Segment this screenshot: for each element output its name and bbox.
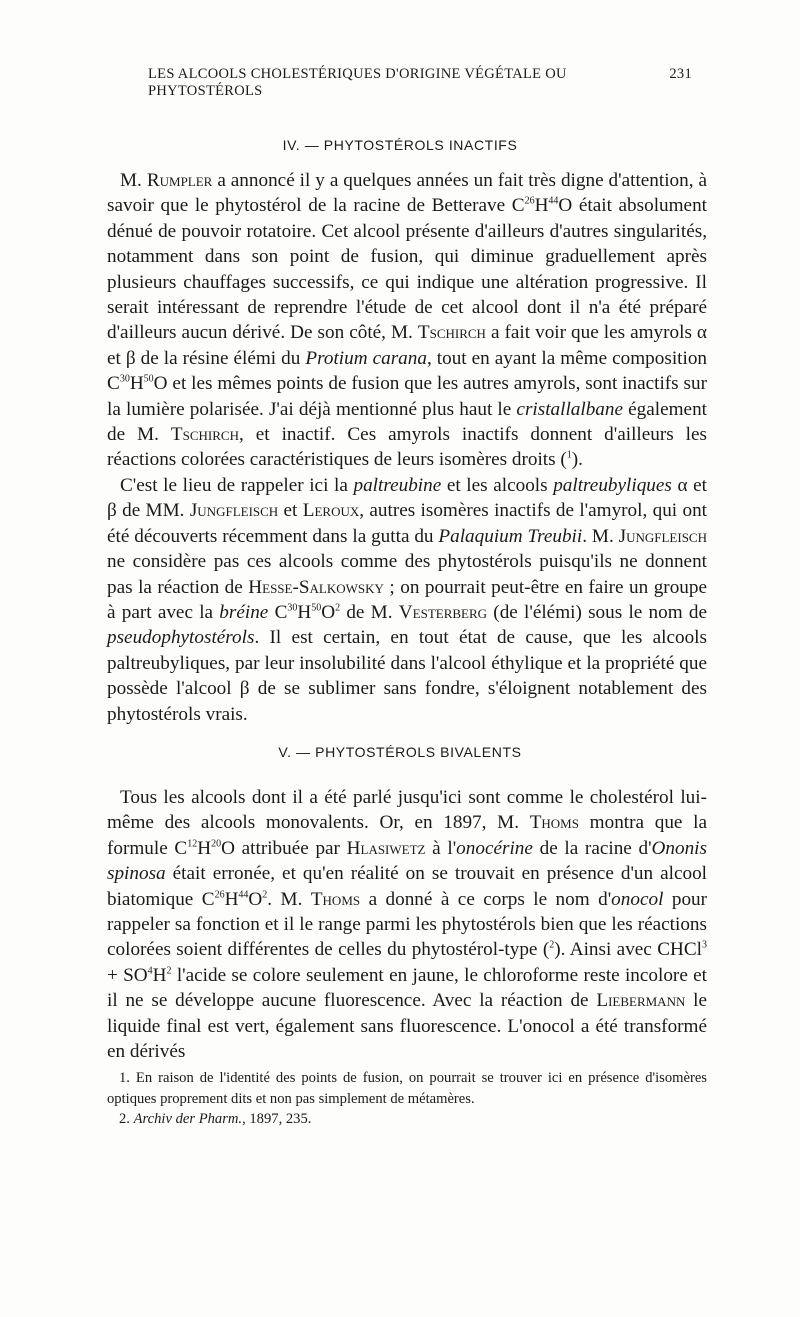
paragraph: Tous les alcools dont il a été parlé jusqu'ici sont comme le cholestérol lui-même des alcools monovalents. Or, en 1897, M. Thoms montra que la formule $C^{12}H^{20}O$ attribuée par Hlasiwetz à l'onocérine de la racine d'Ononis spinosa était erronée, et qu'en réalité on se trouvait en présence d'un alcool biatomique $C^{26}H^{44}O^2$. M. Thoms a donné à ce corps le nom d'onocol pour rappeler sa fonction et il le range parmi les phytostérols bien que les réactions colorées soient différentes de celles du phytostérol-type ($^2$). Ainsi avec CHCl$^3$ + $SO^4H^2$ l'acide se colore seulement en jaune, le chloroforme reste incolore et il ne se développe aucune fluorescence. Avec la réaction de Liebermann le liquide final est vert, également sans fluorescence. L'onocol a été transformé en dérivés bbox=[107, 787, 708, 1063]
footnotes bbox=[107, 1068, 707, 1130]
running-title: LES ALCOOLS CHOLESTÉRIQUES D'ORIGINE VÉGÉTALE OU PHYTOSTÉROLS bbox=[148, 66, 567, 99]
section-v-body bbox=[107, 785, 707, 1064]
section-title-v: V. — PHYTOSTÉROLS BIVALENTS bbox=[278, 744, 522, 760]
page-number: 231 bbox=[669, 66, 692, 82]
paragraph: C'est le lieu de rappeler ici la paltreubine et les alcools paltreubyliques α et β de MM. Jungfleisch et Leroux, autres isomères inactifs de l'amyrol, qui ont été découverts récemment dans la gutta du Palaquium Treubii. M. Jungfleisch ne considère pas ces alcools comme des phytostérols puisqu'ils ne donnent pas la réaction de Hesse-Salkowsky ; on pourrait peut-être en faire un groupe à part avec la bréine $C^{30}H^{50}O^2$ de M. Vesterberg (de l'élémi) sous le nom de pseudophytostérols. Il est certain, en tout état de cause, que les alcools paltreubyliques, par leur insolubilité dans l'alcool éthylique et la propriété que possède l'alcool β de se sublimer sans fondre, s'éloignent notablement des phytostérols vrais. bbox=[107, 474, 708, 725]
running-head bbox=[148, 66, 692, 100]
section-iv-body bbox=[107, 168, 707, 727]
paragraph: M. Rumpler a annoncé il y a quelques années un fait très digne d'attention, à savoir que le phytostérol de la racine de Betterave $C^{26}H^{44}O$ était absolument dénué de pouvoir rotatoire. Cet alcool présente d'ailleurs d'autres singularités, notamment dans son point de fusion, qui diminue graduellement après plusieurs chauffages successifs, ce qui indique une altération progressive. Il serait intéressant de reprendre l'étude de cet alcool dont il n'a été préparé d'ailleurs aucun dérivé. De son côté, M. Tschirch a fait voir que les amyrols α et β de la résine élémi du Protium carana, tout en ayant la même composition $C^{30}H^{50}O$ et les mêmes points de fusion que les autres amyrols, sont inactifs sur la lumière polarisée. J'ai déjà mentionné plus haut le cristallalbane également de M. Tschirch, et inactif. Ces amyrols inactifs donnent d'ailleurs les réactions colorées caractéristiques de leurs isomères droits ($^1$). bbox=[107, 170, 708, 471]
footnote-2: 2. Archiv der Pharm., 1897, 235. bbox=[119, 1111, 312, 1127]
footnote-1: 1. En raison de l'identité des points de fusion, on pourrait se trouver ici en présence d'isomères optiques proprement dits et non pas simplement de métamères. bbox=[107, 1070, 707, 1107]
section-title-iv: IV. — PHYTOSTÉROLS INACTIFS bbox=[282, 137, 518, 153]
